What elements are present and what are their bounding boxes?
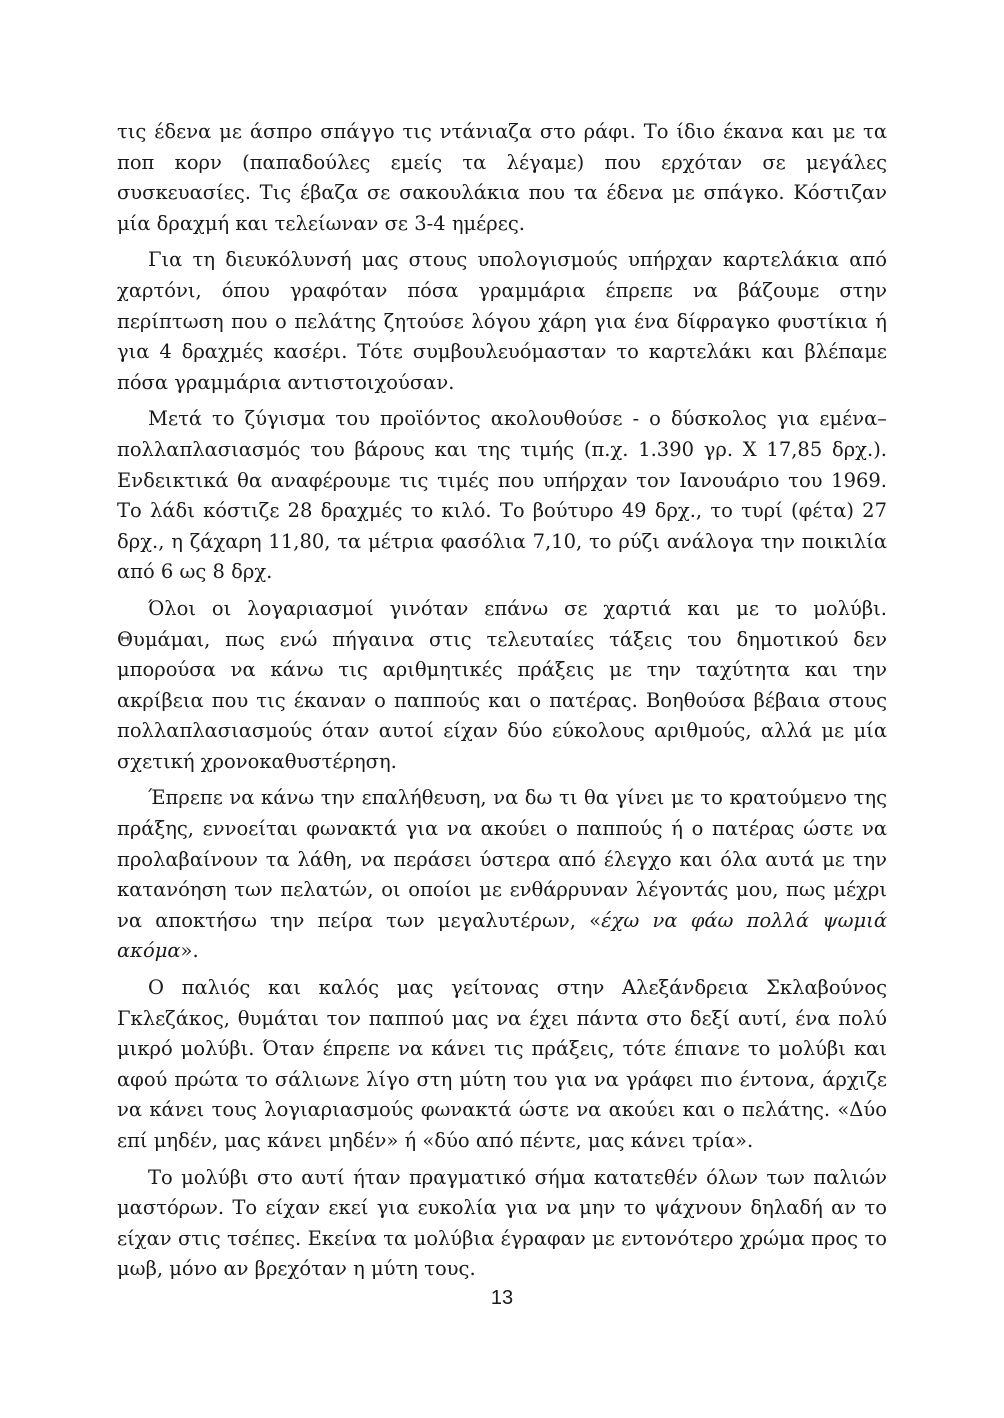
paragraph-7: Το μολύβι στο αυτί ήταν πραγματικό σήμα κατατεθέν όλων των παλιών μαστόρων. Το είχαν εκεί για ευκολία για να μην το ψάχνουν δηλαδή αν το είχαν στις τσέπες. Εκείνα τα μολύβια έγραφαν με εντονότερο χρώμα προς το μωβ, μόνο αν βρεχόταν η μύτη τους. [117,1165,887,1281]
page-body [117,117,887,1291]
paragraph-3: Μετά το ζύγισμα του προϊόντος ακολουθούσε - ο δύσκολος για εμένα– πολλαπλασιασμός του βάρους και της τιμής (π.χ. 1.390 γρ. Χ 17,85 δρχ.). Ενδεικτικά θα αναφέρουμε τις τιμές που υπήρχαν τον Ιανουάριο του 1969. Το λάδι κόστιζε 28 δραχμές το κιλό. Το βούτυρο 49 δρχ., το τυρί (φέτα) 27 δρχ., η ζάχαρη 11,80, τα μέτρια φασόλια 7,10, το ρύζι ανάλογα την ποικιλία από 6 ως 8 δρχ. [117,407,887,584]
paragraph-2: Για τη διευκόλυνσή μας στους υπολογισμούς υπήρχαν καρτελάκια από χαρτόνι, όπου γραφόταν πόσα γραμμάρια έπρεπε να βάζουμε στην περίπτωση που ο πελάτης ζητούσε λόγου χάρη για ένα δίφραγκο φυστίκια ή για 4 δραχμές κασέρι. Τότε συμβουλευόμασταν το καρτελάκι και βλέπαμε πόσα γραμμάρια αντιστοιχούσαν. [117,248,887,394]
paragraph-1: τις έδενα με άσπρο σπάγγο τις ντάνιαζα στο ράφι. Το ίδιο έκανα και με τα ποπ κορν (παπαδούλες εμείς τα λέγαμε) που ερχόταν σε μεγάλες συσκευασίες. Τις έβαζα σε σακουλάκια που τα έδενα με σπάγκο. Κόστιζαν μία δραχμή και τελείωναν σε 3-4 ημέρες. [117,120,887,235]
page-number: 13 [490,1287,514,1309]
paragraph-4: Όλοι οι λογαριασμοί γινόταν επάνω σε χαρτιά και με το μολύβι. Θυμάμαι, πως ενώ πήγαινα στις τελευταίες τάξεις του δημοτικού δεν μπορούσα να κάνω τις αριθμητικές πράξεις με την ταχύτητα και την ακρίβεια που τις έκαναν ο παππούς και ο πατέρας. Βοηθούσα βέβαια στους πολλαπλασιασμούς όταν αυτοί είχαν δύο εύκολους αριθμούς, αλλά με μία σχετική χρονοκαθυστέρηση. [117,596,887,773]
paragraph-5-quote-italic: έχω να φάω πολλά ψωμιά ακόμα [117,908,887,963]
paragraph-5 [117,783,887,967]
paragraph-5-text-end: ». [180,939,199,963]
paragraph-5-text: Έπρεπε να κάνω την επαλήθευση, να δω τι θα γίνει με το κρατούμενο της πράξης, εννοείται φωνακτά για να ακούει ο παππούς ή ο πατέρας ώστε να προλαβαίνουν τα λάθη, να περάσει ύστερα από έλεγχο και όλα αυτά με την κατανόηση των πελατών, οι οποίοι με ενθάρρυναν λέγοντάς μου, πως μέχρι να αποκτήσω την πείρα των μεγαλυτέρων, « [117,786,887,932]
paragraph-6: Ο παλιός και καλός μας γείτονας στην Αλεξάνδρεια Σκλαβούνος Γκλεζάκος, θυμάται τον παππού μας να έχει πάντα στο δεξί αυτί, ένα πολύ μικρό μολύβι. Όταν έπρεπε να κάνει τις πράξεις, τότε έπιανε το μολύβι και αφού πρώτα το σάλιωνε λίγο στη μύτη του για να γράφει πιο έντονα, άρχιζε να κάνει τους λογιαριασμούς φωνακτά ώστε να ακούει και ο πελάτης. «Δύο επί μηδέν, μας κάνει μηδέν» ή «δύο από πέντε, μας κάνει τρία». [117,976,887,1152]
